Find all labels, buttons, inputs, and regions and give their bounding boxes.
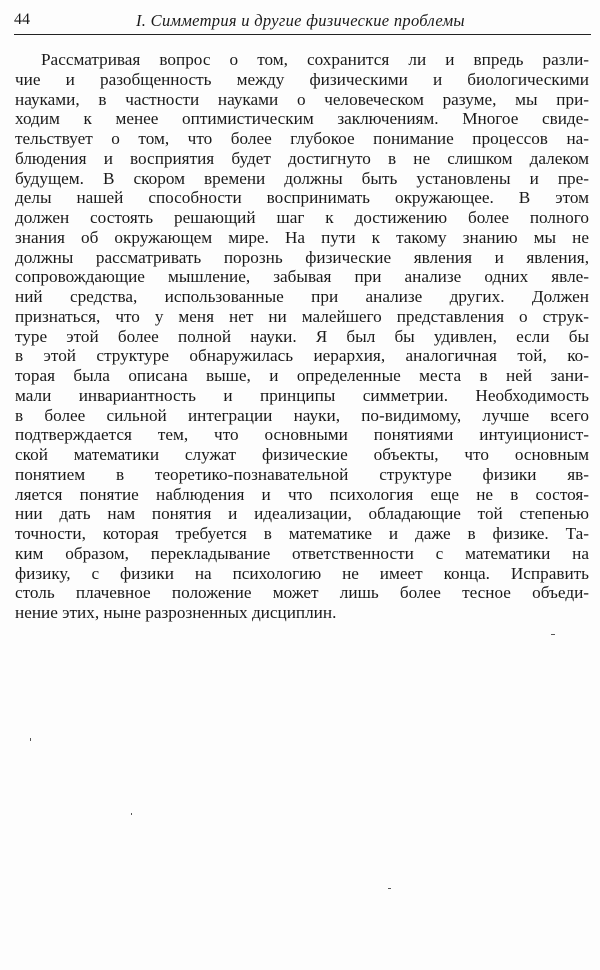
text-line: блюдения и восприятия будет достигнуто в не слишком далеком — [15, 148, 589, 168]
text-line: ний средства, использованные при анализе других. Должен — [15, 287, 589, 306]
text-line: делы нашей способности воспринимать окружающее. В этом — [15, 188, 589, 208]
text-line: Рассматривая вопрос о том, сохранится ли и впредь разли- — [41, 50, 589, 69]
text-line: физику, с физики на психологию не имеет конца. Исправить — [15, 563, 589, 583]
text-line: тельствует о том, что более глубокое понимание процессов на- — [15, 129, 589, 148]
running-head — [14, 9, 588, 31]
text-line: ской математики служат физические объекты, что основным — [15, 445, 589, 464]
text-line: должен состоять решающий шаг к достижению более полного — [15, 208, 589, 227]
text-line: сопровождающие мышление, забывая при анализе одних явле- — [15, 267, 589, 287]
text-line: ляется понятие наблюдения и что психология еще не в состоя- — [15, 484, 589, 504]
text-line: науками, в частности науками о человеческом разуме, мы при- — [15, 89, 589, 109]
text-line: точности, которая требуется в математике и даже в физике. Та- — [15, 524, 589, 543]
text-line: туре этой более полной науки. Я был бы удивлен, если бы — [15, 326, 589, 346]
text-line: подтверждается тем, что основными понятиями интуиционист- — [15, 425, 589, 445]
text-line: мали инвариантность и принципы симметрии. Необходимость — [15, 385, 589, 405]
text-line: признаться, что у меня нет ни малейшего представления о струк- — [15, 306, 589, 326]
text-line: понятием в теоретико-познавательной структуре физики яв- — [15, 464, 589, 484]
page-number: 44 — [14, 11, 30, 28]
text-line: знания об окружающем мире. На пути к такому знанию мы не — [15, 227, 589, 247]
scan-speck — [30, 738, 31, 741]
text-line: ким образом, перекладывание ответственности с математики на — [15, 543, 589, 563]
text-line: должны рассматривать порознь физические явления и явления, — [15, 247, 589, 267]
text-line: нение этих, ныне разрозненных дисциплин. — [15, 603, 337, 622]
text-line: нии дать нам понятия и идеализации, обладающие той степенью — [15, 504, 589, 524]
text-line: ходим к менее оптимистическим заключениям. Многое свиде- — [15, 109, 589, 129]
text-line: столь плачевное положение может лишь более тесное объеди- — [15, 583, 589, 603]
text-line: чие и разобщенность между физическими и биологическими — [15, 69, 589, 89]
text-line: будущем. В скором времени должны быть установлены и пре- — [15, 168, 589, 188]
chapter-title: I. Симметрия и другие физические проблемы — [136, 11, 465, 30]
text-line: торая была описана выше, и определенные места в ней зани- — [15, 366, 589, 385]
scan-speck — [551, 634, 555, 635]
scan-speck — [388, 888, 391, 889]
paragraph — [15, 50, 589, 623]
scan-speck — [131, 813, 132, 815]
header-rule — [14, 34, 591, 35]
text-line: в более сильной интеграции науки, по-видимому, лучше всего — [15, 405, 589, 425]
text-line: в этой структуре обнаружилась иерархия, аналогичная той, ко- — [15, 346, 589, 366]
